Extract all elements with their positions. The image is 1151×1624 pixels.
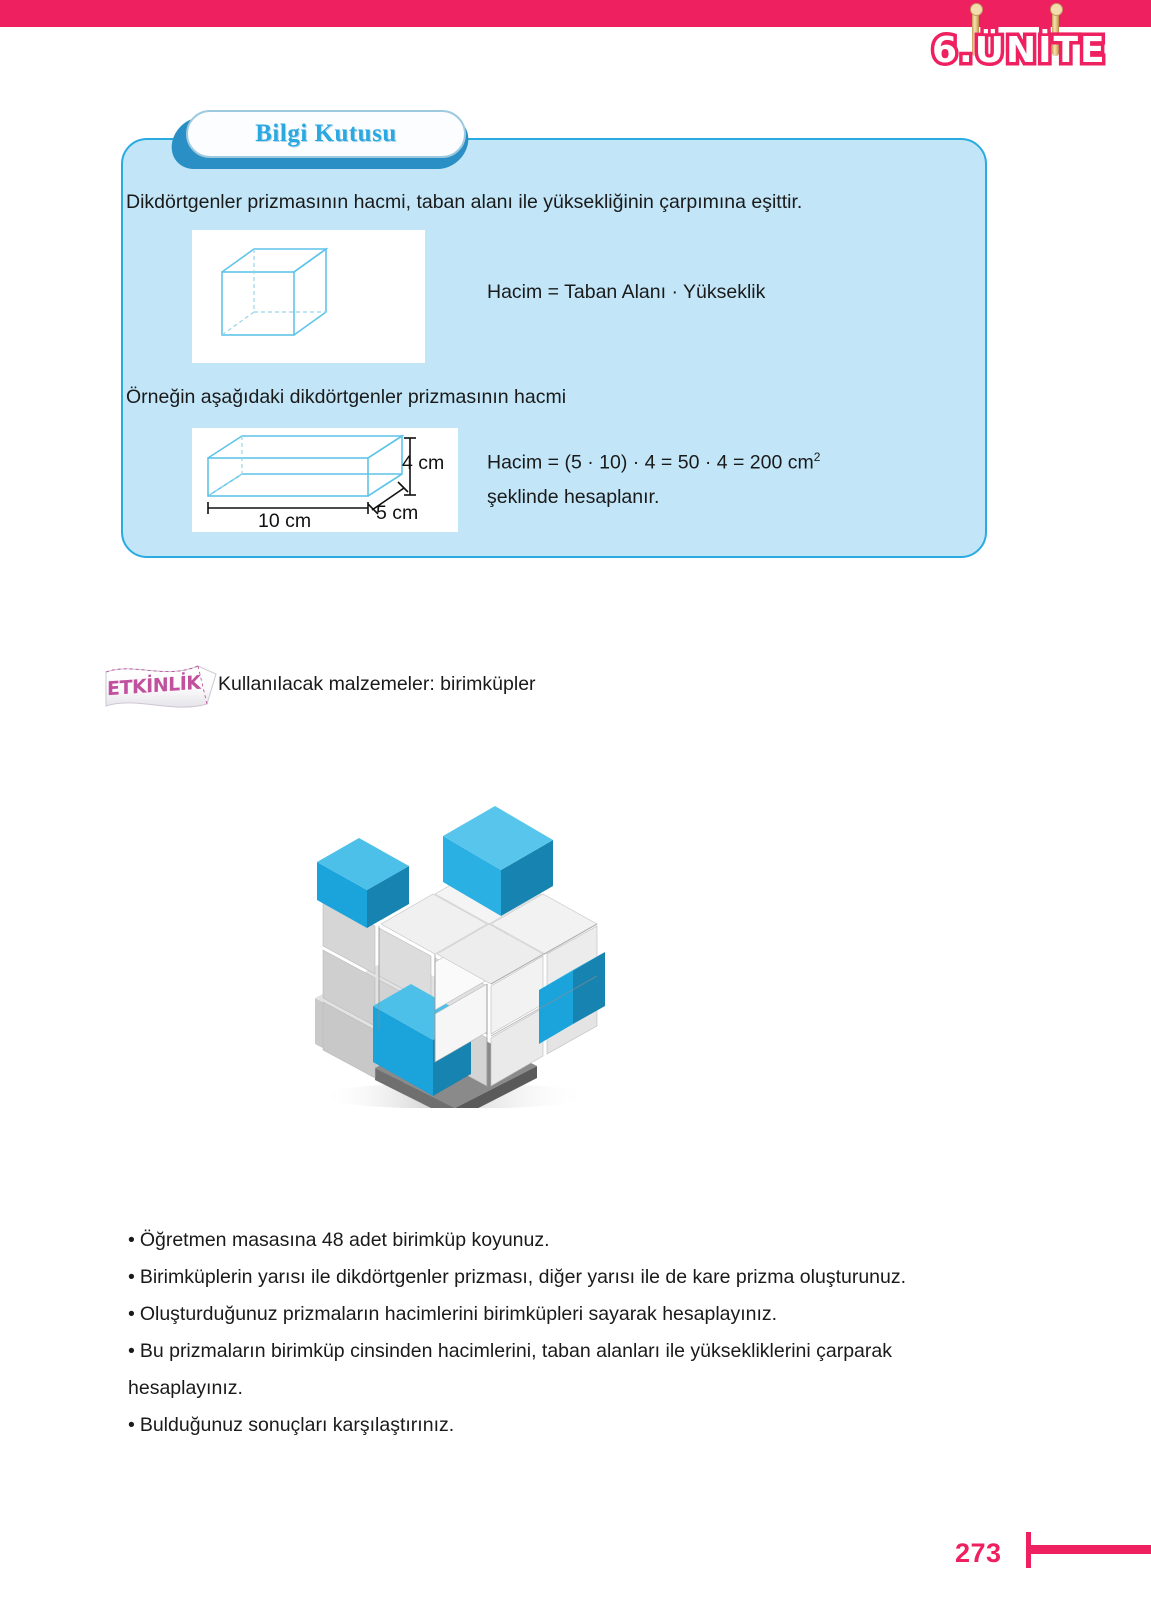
pin-head-left-icon bbox=[970, 3, 983, 16]
formula-volume-general: Hacim = Taban Alanı · Yükseklik bbox=[487, 281, 766, 303]
list-item-text: Öğretmen masasına 48 adet birimküp koyunuz. bbox=[139, 1229, 550, 1251]
dimension-label-height: 4 cm bbox=[402, 452, 445, 474]
activity-materials-text: Kullanılacak malzemeler: birimküpler bbox=[218, 673, 536, 695]
info-box-example-lead: Örneğin aşağıdaki dikdörtgenler prizmasının hacmi bbox=[126, 386, 567, 408]
list-item bbox=[128, 1259, 1028, 1296]
bullet-icon: • bbox=[128, 1303, 135, 1325]
list-item bbox=[128, 1407, 1028, 1444]
etkinlik-ribbon-label: ETKİNLİK bbox=[107, 671, 201, 701]
info-box-title: Bilgi Kutusu bbox=[255, 120, 397, 147]
unit-badge-label: 6.ÜNİTE bbox=[932, 30, 1107, 71]
list-item-text: Birimküplerin yarısı ile dikdörtgenler prizması, diğer yarısı ile de kare prizma oluşturunuz. bbox=[139, 1266, 907, 1288]
bullet-icon: • bbox=[128, 1340, 135, 1362]
bullet-icon: • bbox=[128, 1229, 135, 1251]
info-box-intro-text: Dikdörtgenler prizmasının hacmi, taban alanı ile yüksekliğinin çarpımına eşittir. bbox=[126, 191, 803, 213]
list-item bbox=[128, 1296, 1028, 1333]
dimension-label-width: 10 cm bbox=[258, 510, 312, 532]
formula-closing-text: şeklinde hesaplanır. bbox=[487, 486, 660, 508]
list-item-continuation: hesaplayınız. bbox=[128, 1377, 243, 1399]
list-item bbox=[128, 1222, 1028, 1259]
list-item bbox=[128, 1333, 1028, 1370]
bullet-icon: • bbox=[128, 1266, 135, 1288]
etkinlik-ribbon bbox=[103, 662, 219, 708]
page-number: 273 bbox=[955, 1538, 1002, 1568]
formula-volume-example-text: Hacim = (5 · 10) · 4 = 50 · 4 = 200 cm bbox=[487, 451, 814, 474]
list-item-text: Bu prizmaların birimküp cinsinden hacimlerini, taban alanları ile yüksekliklerini çarparak bbox=[139, 1340, 892, 1362]
list-item-text: Oluşturduğunuz prizmaların hacimlerini birimküpleri sayarak hesaplayınız. bbox=[139, 1303, 778, 1325]
bullet-icon: • bbox=[128, 1414, 135, 1436]
info-box-tab bbox=[186, 110, 466, 158]
list-item-text: Bulduğunuz sonuçları karşılaştırınız. bbox=[139, 1414, 455, 1436]
footer-accent-bar bbox=[1031, 1545, 1151, 1554]
unit-cube-svg bbox=[275, 748, 630, 1108]
unit-cube-illustration bbox=[275, 748, 630, 1108]
formula-volume-example bbox=[487, 450, 820, 475]
dimension-label-depth: 5 cm bbox=[376, 502, 419, 524]
unit-badge bbox=[928, 0, 1138, 96]
activity-step-list bbox=[128, 1222, 1028, 1444]
formula-volume-example-exponent: 2 bbox=[813, 450, 821, 464]
figure-rectangular-prism-generic bbox=[192, 230, 425, 363]
prism-svg-1 bbox=[192, 230, 425, 363]
pin-head-right-icon bbox=[1050, 3, 1063, 16]
